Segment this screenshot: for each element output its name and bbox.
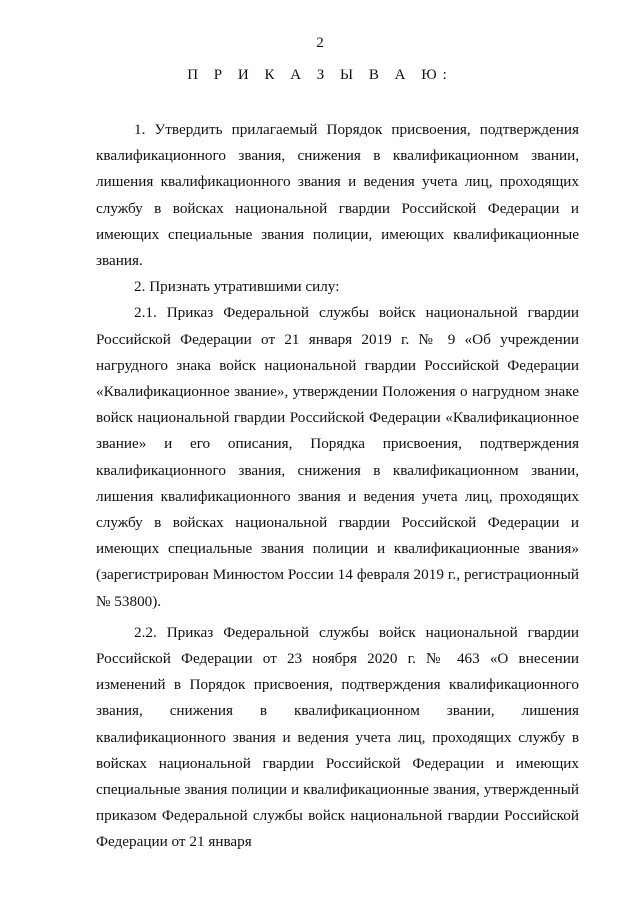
document-body — [96, 117, 579, 856]
order-heading: П Р И К А З Ы В А Ю: — [187, 67, 453, 83]
paragraph-1: 1. Утвердить прилагаемый Порядок присвоения, подтверждения квалификационного звания, снижения в квалификационном звании, лишения квалификационного звания и ведения учета лиц, проходящих службу в войсках национальной гвардии Российской Федерации и имеющих специальные звания полиции, имеющих квалификационные звания. — [96, 121, 579, 270]
paragraph-2-2: 2.2. Приказ Федеральной службы войск национальной гвардии Российской Федерации от 23 ноября 2020 г. № 463 «О внесении изменений в Порядок присвоения, подтверждения квалификационного звания, снижения в квалификационном звании, лишения квалификационного звания и ведения учета лиц, проходящих службу в войсках национальной гвардии Российской Федерации и имеющих специальные звания полиции и квалификационные звания, утвержденный приказом Федеральной службы войск национальной гвардии Российской Федерации от 21 января — [96, 623, 579, 851]
paragraph-2-1: 2.1. Приказ Федеральной службы войск национальной гвардии Российской Федерации от 21 января 2019 г. № 9 «Об учреждении нагрудного знака войск национальной гвардии Российской Федерации «Квалификационное звание», утверждении Положения о нагрудном знаке войск национальной гвардии Российской Федерации «Квалификационное звание» и его описания, Порядка присвоения, подтверждения квалификационного звания, снижения в квалификационном звании, лишения квалификационного звания и ведения учета лиц, проходящих службу в войсках национальной гвардии Российской Федерации и имеющих специальные звания полиции и квалификационные звания» (зарегистрирован Минюстом России 14 февраля 2019 г., регистрационный № 53800). — [96, 304, 579, 610]
paragraph-2: 2. Признать утратившими силу: — [134, 278, 340, 296]
page-number: 2 — [316, 35, 324, 51]
